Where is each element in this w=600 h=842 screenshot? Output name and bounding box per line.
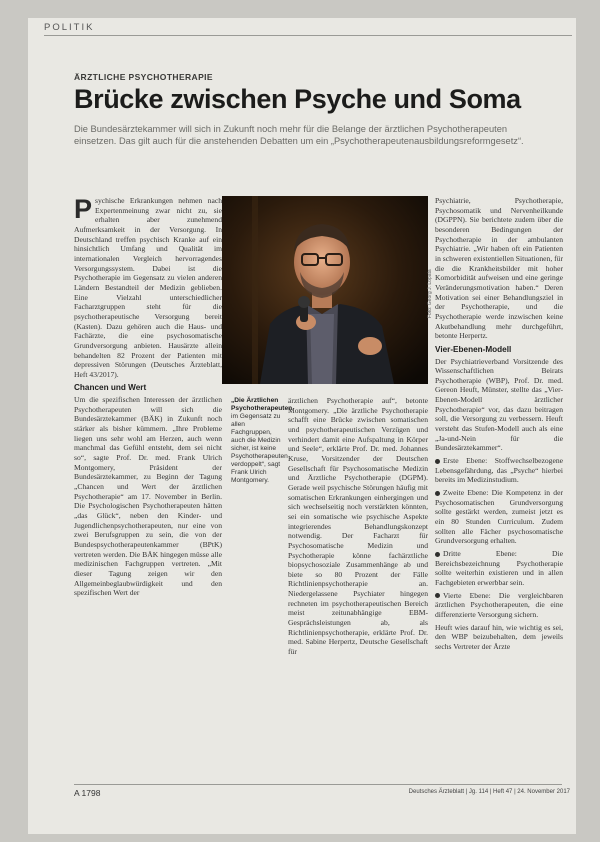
column-3-top: Psychiatrie, Psychotherapie, Psychosomatik und Nervenheilkunde (DGPPN). Sie berichtete zudem über die besonderen Bedingungen der Psychotherapie in der ambulanten Psychiatrie. „Wir haben oft ein Patienten in schweren existentiellen Situationen, für die die Krankheitsbilder mit hoher Komorbidität aufweisen und eine geringe Veränderungsmotivation haben.“ Deren Motivation sei einer Behandlungsziel in der Psychotherapie, und die Psychotherapie werde inzwischen keine Akutbehandlung mehr durchgeführt, betonte Herpertz. [435, 196, 564, 341]
bullet-item: Vierte Ebene: Die vergleichbaren ärztlichen Psychotherapeuten, die eine differenzierte Versorgung sichern. [435, 590, 563, 619]
column-3 [435, 196, 563, 652]
page-number: A 1798 [74, 788, 101, 798]
article-headline: Brücke zwischen Psyche und Soma [74, 84, 521, 114]
section-label: POLITIK [44, 22, 95, 33]
bullet-icon [435, 593, 440, 598]
column-1-intro: sychische Erkrankungen nehmen nach Expertenmeinung zwar nicht zu, sie erhalten aber zunehmend Aufmerksamkeit in der Versorgung. In Deutschland treffen psychisch Kranke auf ein hinsichtlich Umfang und Qualität im internationalen Vergleich hervorragendes Versorgungssystem. Dabei ist die Psychotherapie im Gegensatz zu vielen anderen Ländern Bestandteil der Medizin geblieben. Eine Vielzahl unterschiedlicher Facharztgruppen steht für die psychotherapeutische Versorgung bereit (Kasten). Dazu gehören auch die Haus- und Fachärzte, die eine psychosomatische Grundversorgung anbieten. Hausärzte allein behandelten 82 Prozent der Patienten mit depressiven Störungen (Deutsches Ärzteblatt, Heft 43/2017). [74, 196, 222, 379]
column-3-outro: Heuft wies darauf hin, wie wichtig es sei, den WBP beizubehalten, dem jeweils sechs Vertreter der Ärzte [435, 622, 563, 651]
speaker-photo [222, 196, 428, 384]
column-2-body: ärztlichen Psychotherapie auf“, betonte Montgomery. „Die ärztliche Psychotherapie schafft eine Brücke zwischen somatischen und psychotherapeutischen Verzügen und verhindert damit eine Aufspaltung in Körper und Seele“, erklärte Prof. Dr. med. Johannes Kruse, Vorsitzender der Deutschen Gesellschaft für Psychosomatische Medizin und Ärztliche Psychotherapie (DGPM). Gerade weil psychische Störungen häufig mit somatischen Erkrankungen einhergingen und sich wechselseitig noch verstärkten könnten, sei ein somatische wie psychische Aspekte integrierendes Behandlungskonzept notwendig. Der Facharzt für Psychosomatische Medizin und Psychotherapie könne fachärztliche biopsychosoziale Zusammenhänge ab und biete so 80 Prozent der Fälle Richtlinienpsychotherapie an. Niedergelassene Psychiater hingegen rechneten im psychotherapeutischen Bereich meist zeitunabhängige EBM-Gesprächsleistungen ab, als Richtlinienpsychotherapie, erklärte Prof. Dr. med. Sabine Herpertz, Deutsche Gesellschaft für [288, 396, 428, 657]
column-1 [74, 196, 222, 598]
bullet-item: Zweite Ebene: Die Kompetenz in der Psychosomatischen Grundversorgung sollte gestärkt werden, zumeist jetzt es ein 80 Stunden Curriculum. Zudem sollten alle Fächer psychosomatische Grundversorgung erhalten. [435, 488, 563, 546]
bullet-icon [435, 459, 440, 464]
issue-line: Deutsches Ärzteblatt | Jg. 114 | Heft 47 | 24. November 2017 [408, 789, 570, 795]
dropcap: P [74, 194, 93, 224]
photo-credit: Foto: Georg J. Lopata [427, 269, 433, 318]
bullet-icon [435, 552, 440, 557]
article-lead: Die Bundesärztekammer will sich in Zukunft noch mehr für die Belange der ärztlichen Psychotherapeuten einsetzen. Das gilt auch für die anstehenden Debatten um ein „Psychotherapeutenausbildungsreformgesetz“. [74, 124, 524, 146]
subhead-vier-ebenen: Vier-Ebenen-Modell [435, 344, 512, 354]
column-3-intro: Der Psychiatrieverband Vorsitzende des Wissenschaftlichen Beirats Psychotherapie (WBP), Prof. Dr. med. Gereon Heuft, Münster, stellte das „Vier-Ebenen-Modell ärztlicher Psychotherapie“ vor, das dazu beitragen soll, die Versorgung zu verbessern. Heuft versteht das Stufen-Modell auch als eine „Ja-und-Nein für die Bundesärztekammer“. [435, 356, 563, 453]
footer-rule [74, 784, 562, 785]
column-1-body: Um die spezifischen Interessen der ärztlichen Psychotherapeuten will sich die Bundesärztekammer (BÄK) in Zukunft noch stärker als bisher kümmern. „Ihre Probleme liegen uns sehr wohl am Herzen, auch wenn manchmal das Gefühl entsteht, dem sei nicht so“, sagte Prof. Dr. med. Frank Ulrich Montgomery, Präsident der Bundesärztekammer, zu Beginn der Tagung „Chancen und Wert der ärztlichen Psychotherapie“ am 17. November in Berlin. Die Psychologischen Psychotherapeuten hätten „das Glück“, neben den Kinder- und Jugendlichenpsychotherapeuten, nur eine von zwei Berufsgruppen zu sein, die von der Bundespsychotherapeutenkammer (BPtK) vertreten werden. Die BÄK hingegen müsse alle medizinischen Fachgruppen vertreten. „Mit dieser Tagung zeigen wir den Allgemeinbeglaubwürdigkeit und den spezifischen Wert der [74, 395, 222, 598]
article-kicker: ÄRZTLICHE PSYCHOTHERAPIE [74, 72, 213, 82]
caption-bold: „Die Ärztlichen Psychotherapeuten [231, 397, 293, 412]
bullet-item: Erste Ebene: Stoffwechselbezogene Lebensgefährdung, das „Psyche“ hierbei bereits im Medizinstudium. [435, 456, 563, 485]
bullet-icon [435, 491, 440, 496]
column-2 [288, 396, 428, 657]
caption-text: im Gegensatz zu allen Fachgruppen, auch die Medizin sicher, ist keine Psychotherapeuten verdoppelt“, sagt Frank Ulrich Montgomery. [231, 413, 288, 484]
bullet-item: Dritte Ebene: Die Bereichsbezeichnung Psychotherapie sollte weiterhin existieren und in allen Fachgebieten erwerbbar sein. [435, 548, 563, 587]
photo-caption [231, 397, 293, 485]
header-rule [44, 35, 572, 36]
subhead-chancen: Chancen und Wert [74, 383, 147, 393]
